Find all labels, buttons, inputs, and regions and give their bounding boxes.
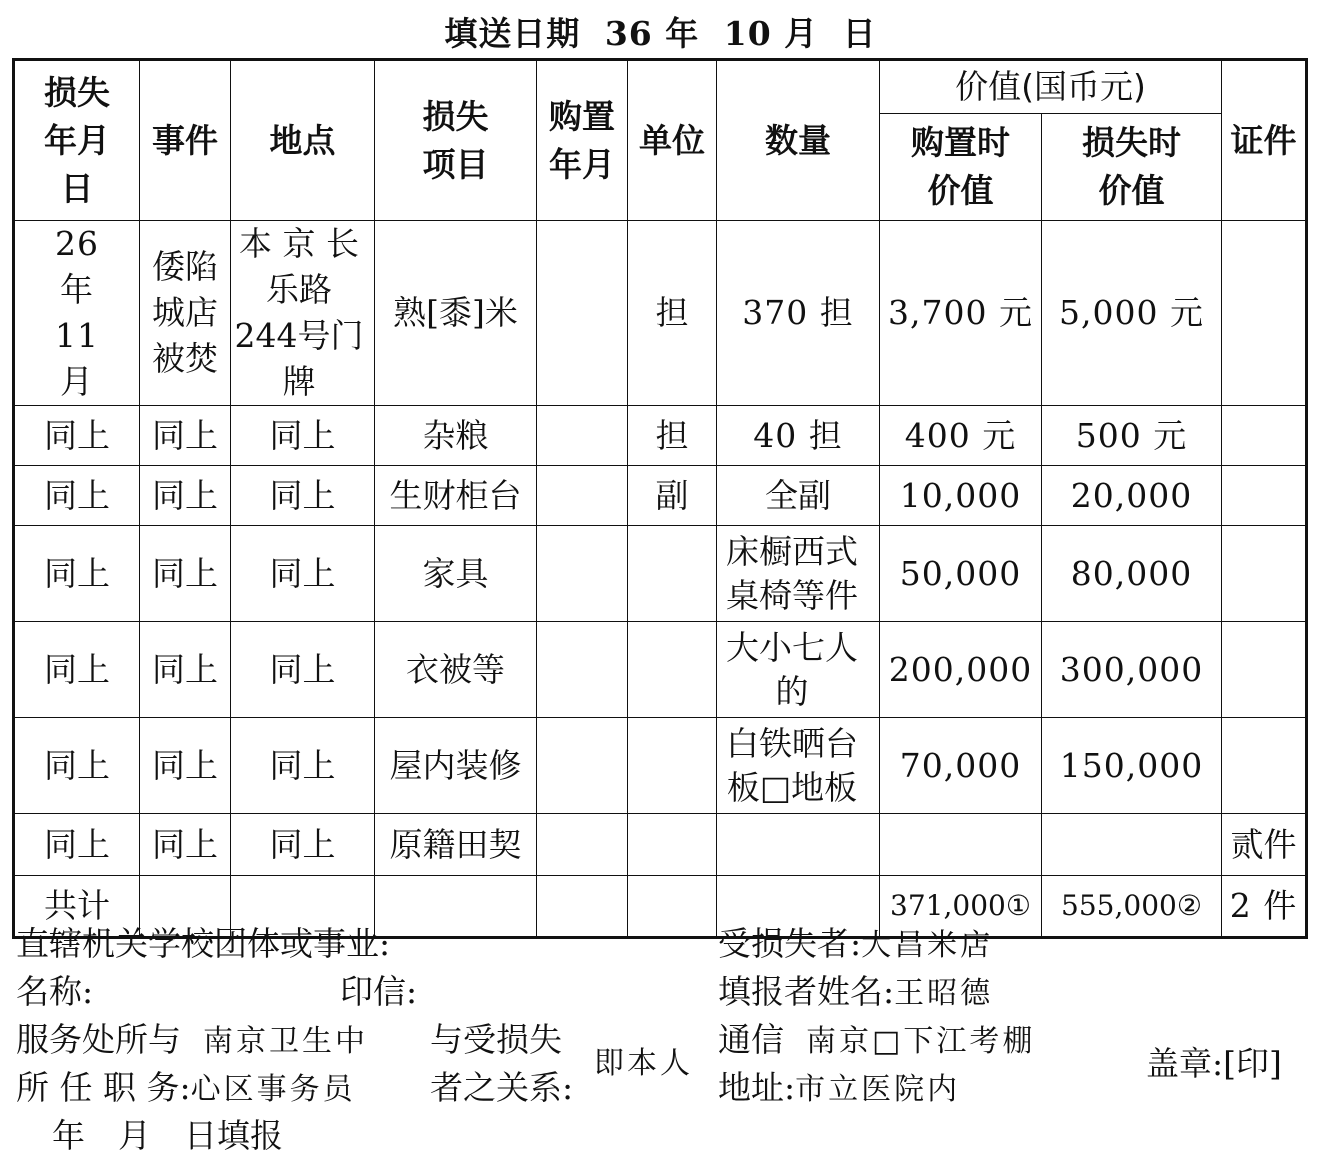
org-label: 直辖机关学校团体或事业: <box>16 924 391 963</box>
header-value-loss: 损失时价值 <box>1042 114 1222 221</box>
total-label: 共计 <box>14 876 140 938</box>
cell-purchase <box>537 526 628 622</box>
cell-value-loss: 500 元 <box>1042 406 1222 466</box>
cell-value-loss: 300,000 <box>1042 622 1222 718</box>
cell-date: 同上 <box>14 406 140 466</box>
relation-value: 即本人 <box>594 1046 693 1081</box>
cell-date: 同上 <box>14 466 140 526</box>
seal-label: 印信: <box>340 972 418 1011</box>
cell-item: 杂粮 <box>375 406 537 466</box>
relation-label-1: 与受损失 <box>430 1020 562 1059</box>
reporter-label: 填报者姓名:王昭德 <box>718 972 994 1011</box>
office-value: 南京卫生中 <box>203 1024 368 1059</box>
cell-value-buy: 3,700 元 <box>880 221 1042 406</box>
cell-item: 原籍田契 <box>375 814 537 876</box>
cell-cert <box>1222 466 1307 526</box>
report-date-title <box>0 8 1321 55</box>
cell-cert <box>1222 221 1307 406</box>
contact-value-1: 南京□下江考棚 <box>806 1024 1036 1059</box>
table-row <box>14 622 1307 718</box>
header-date: 损失年月日 <box>14 60 140 221</box>
cell-value-loss: 5,000 元 <box>1042 221 1222 406</box>
cell-unit <box>628 622 717 718</box>
victim-value: 大昌米店 <box>861 928 994 963</box>
cell-place: 本 京 长乐路 244号门牌 <box>231 221 375 406</box>
header-item: 损失项目 <box>375 60 537 221</box>
cell-value-buy: 70,000 <box>880 718 1042 814</box>
relation-label-2: 者之关系: <box>430 1068 574 1107</box>
cell-event: 同上 <box>140 718 231 814</box>
cell-item: 屋内装修 <box>375 718 537 814</box>
contact-label-2: 地址:市立医院内 <box>718 1068 961 1107</box>
table-row <box>14 406 1307 466</box>
date-year: 36 年 <box>604 14 700 53</box>
cell-purchase <box>537 814 628 876</box>
victim-label: 受损失者:大昌米店 <box>718 924 994 963</box>
cell-date: 同上 <box>14 718 140 814</box>
contact-value-2: 市立医院内 <box>795 1072 961 1107</box>
cell-value-buy: 400 元 <box>880 406 1042 466</box>
cell-qty: 40 担 <box>717 406 880 466</box>
cell-cert <box>1222 406 1307 466</box>
cell-value-buy: 10,000 <box>880 466 1042 526</box>
cell-unit <box>628 814 717 876</box>
cell-unit <box>628 526 717 622</box>
cell-qty: 370 担 <box>717 221 880 406</box>
cell-date: 同上 <box>14 526 140 622</box>
header-value-group: 价值(国币元) <box>880 60 1222 114</box>
loss-table <box>12 58 1308 939</box>
total-value-buy: 371,000① <box>880 876 1042 938</box>
cell-value-buy: 200,000 <box>880 622 1042 718</box>
office-label: 服务处所与 南京卫生中 <box>16 1020 368 1059</box>
cell-qty: 床橱西式桌椅等件 <box>717 526 880 622</box>
cell-qty: 大小七人的 <box>717 622 880 718</box>
total-cert: 2 件 <box>1222 876 1307 938</box>
cell-purchase <box>537 718 628 814</box>
cell-value-loss <box>1042 814 1222 876</box>
cell-unit <box>628 718 717 814</box>
cell-purchase <box>537 221 628 406</box>
table-row <box>14 221 1307 406</box>
cell-event: 同上 <box>140 406 231 466</box>
cell-cert <box>1222 718 1307 814</box>
cell-event: 倭陷城店被焚 <box>140 221 231 406</box>
header-unit: 单位 <box>628 60 717 221</box>
header-value-buy: 购置时价值 <box>880 114 1042 221</box>
header-place: 地点 <box>231 60 375 221</box>
cell-value-buy <box>880 814 1042 876</box>
cell-value-loss: 20,000 <box>1042 466 1222 526</box>
table-row <box>14 526 1307 622</box>
duty-value: 心区事务员 <box>190 1072 356 1107</box>
cell-purchase <box>537 622 628 718</box>
cell-place: 同上 <box>231 718 375 814</box>
table-row <box>14 718 1307 814</box>
cell-qty <box>717 814 880 876</box>
cell-qty: 全副 <box>717 466 880 526</box>
cell-place: 同上 <box>231 526 375 622</box>
header-event: 事件 <box>140 60 231 221</box>
cell-date: 同上 <box>14 814 140 876</box>
cell-purchase <box>537 466 628 526</box>
cell-place: 同上 <box>231 466 375 526</box>
table-row <box>14 814 1307 876</box>
cell-item: 生财柜台 <box>375 466 537 526</box>
table-row <box>14 466 1307 526</box>
cell-place: 同上 <box>231 622 375 718</box>
cell-event: 同上 <box>140 526 231 622</box>
cell-cert <box>1222 526 1307 622</box>
cell-unit: 担 <box>628 406 717 466</box>
cell-event: 同上 <box>140 466 231 526</box>
cell-cert <box>1222 622 1307 718</box>
header-qty: 数量 <box>717 60 880 221</box>
cell-value-loss: 150,000 <box>1042 718 1222 814</box>
total-value-loss: 555,000② <box>1042 876 1222 938</box>
duty-label: 所 任 职 务:心区事务员 <box>16 1068 356 1107</box>
date-month: 10 月 <box>723 14 819 53</box>
header-purchase: 购置年月 <box>537 60 628 221</box>
cell-date: 26 年 11 月 <box>14 221 140 406</box>
cell-place: 同上 <box>231 406 375 466</box>
cell-place: 同上 <box>231 814 375 876</box>
cell-value-loss: 80,000 <box>1042 526 1222 622</box>
cell-qty: 白铁晒台板□地板 <box>717 718 880 814</box>
stamp-label: 盖章:[印] <box>1146 1044 1282 1083</box>
cell-item: 熟[黍]米 <box>375 221 537 406</box>
date-day: 日 <box>842 14 877 53</box>
cell-value-buy: 50,000 <box>880 526 1042 622</box>
cell-unit: 副 <box>628 466 717 526</box>
name-label: 名称: <box>16 972 94 1011</box>
contact-label-1: 通信 南京□下江考棚 <box>718 1020 1036 1059</box>
cell-date: 同上 <box>14 622 140 718</box>
cell-item: 衣被等 <box>375 622 537 718</box>
cell-purchase <box>537 406 628 466</box>
cell-item: 家具 <box>375 526 537 622</box>
fill-date-line: 年 月 日填报 <box>52 1116 283 1155</box>
date-label: 填送日期 <box>444 14 581 53</box>
cell-unit: 担 <box>628 221 717 406</box>
cell-event: 同上 <box>140 622 231 718</box>
header-cert: 证件 <box>1222 60 1307 221</box>
reporter-value: 王昭德 <box>894 976 994 1011</box>
cell-event: 同上 <box>140 814 231 876</box>
cell-cert: 贰件 <box>1222 814 1307 876</box>
